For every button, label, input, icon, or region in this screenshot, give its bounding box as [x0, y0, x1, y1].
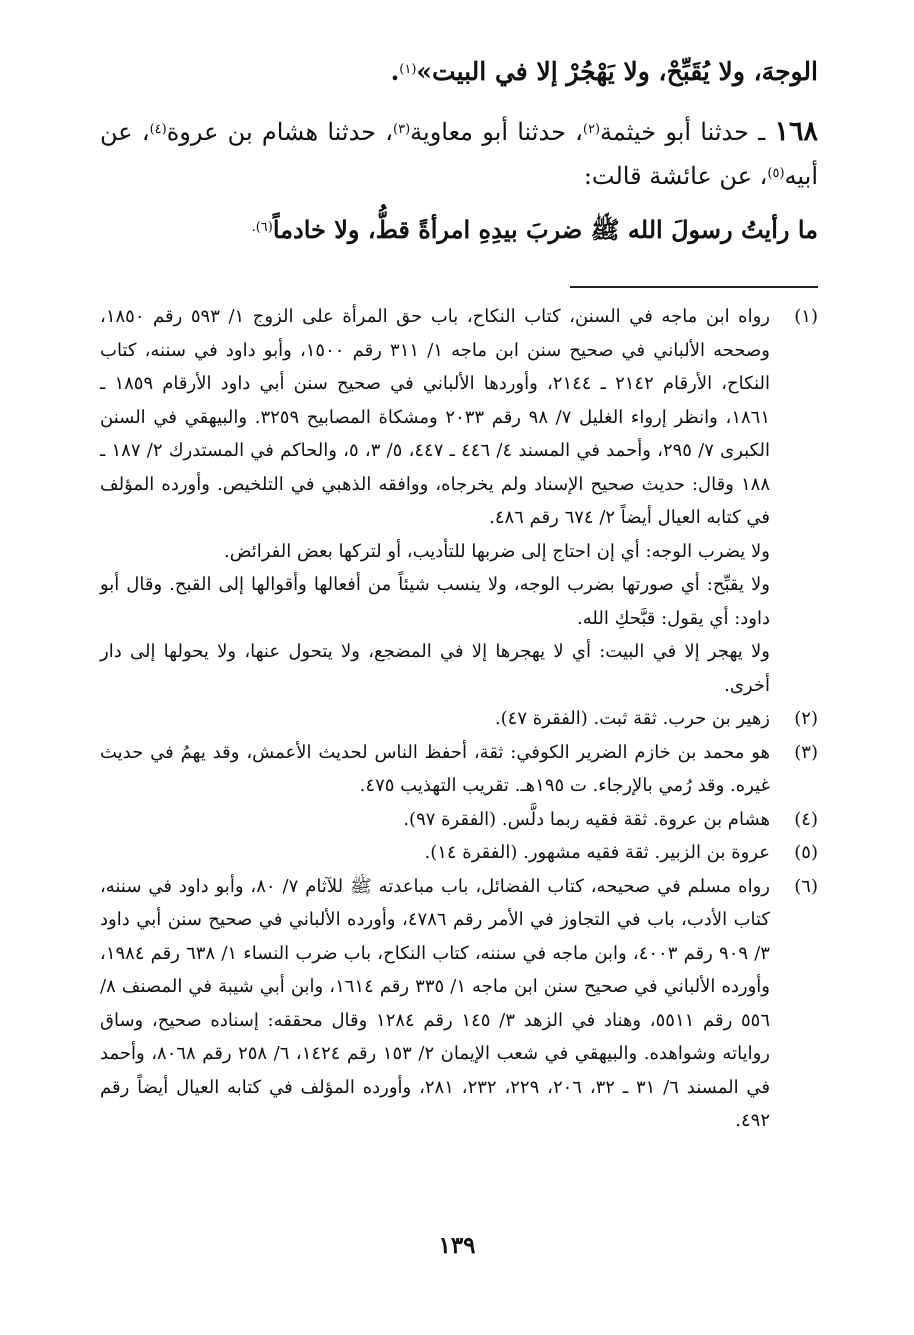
- main-text: [100, 52, 818, 252]
- footnote-ref-6[interactable]: (٦).: [251, 220, 273, 235]
- isnad-part: ـ حدثنا أبو خيثمة: [600, 118, 775, 146]
- footnote-text: رواه ابن ماجه في السنن، كتاب النكاح، باب حق المرأة على الزوج ١/ ٥٩٣ رقم ١٨٥٠، وصححه الألباني في صحيح سنن ابن ماجه ١/ ٣١١ رقم ١٥٠٠، وأبو داود في سننه، كتاب النكاح، الأرقام ٢١٤٢ ـ ٢١٤٤، وأوردها الألباني في صحيح سنن أبي داود الأرقام ١٨٥٩ ـ ١٨٦١، وانظر إرواء الغليل ٧/ ٩٨ رقم ٢٠٣٣ ومشكاة المصابيح ٣٢٥٩. والبيهقي في السنن الكبرى ٧/ ٢٩٥، وأحمد في المسند ٤/ ٤٤٦ ـ ٤٤٧، ٥/ ٣، ٥، والحاكم في المستدرك ٢/ ١٨٧ ـ ١٨٨ وقال: حديث صحيح الإسناد ولم يخرجاه، ووافقه الذهبي في التلخيص. وأورده المؤلف في كتابه العيال أيضاً ٢/ ٦٧٤ رقم ٤٨٦.: [100, 306, 771, 528]
- page-number: ١٣٩: [438, 1232, 476, 1259]
- footnote-1-note-a: [100, 535, 818, 569]
- footnote-number: [770, 635, 818, 702]
- footnote-text: ولا يقبِّح: أي صورتها بضرب الوجه، ولا ينسب شيئاً من أفعالها وأقوالها إلى القبح. وقال أبو داود: أي يقول: قبَّحكِ الله.: [100, 574, 770, 629]
- footnote-4: [100, 803, 818, 837]
- footnote-number: (٤): [794, 808, 818, 830]
- hadith-168: [100, 110, 818, 198]
- hadith-continuation: الوجهَ، ولا يُقَبِّحْ، ولا يَهْجُرْ إلا في البيت»$^{(١)}$.: [390, 57, 818, 86]
- hadith-number: ١٦٨: [774, 116, 818, 147]
- footnote-5: [100, 836, 818, 870]
- footnote-ref-3[interactable]: (٣): [393, 122, 411, 137]
- footnote-number: [770, 535, 818, 569]
- footnotes: [100, 300, 818, 1138]
- footnote-1-note-c: [100, 635, 818, 702]
- footnote-text: هشام بن عروة. ثقة فقيه ربما دلَّس. (الفقرة ٩٧).: [403, 808, 770, 830]
- footnote-text: ولا يهجر إلا في البيت: أي لا يهجرها إلا في المضجع، ولا يتحول عنها، ولا يحولها إلى دار أخرى.: [100, 641, 770, 696]
- footnote-number: (٥): [794, 842, 818, 863]
- footnote-number: (٦): [794, 875, 818, 897]
- footnote-text: هو محمد بن خازم الضرير الكوفي: ثقة، أحفظ الناس لحديث الأعمش، وقد يهمُ في حديث غيره. وقد رُمي بالإرجاء. ت ١٩٥هـ. تقريب التهذيب ٤٧٥.: [100, 741, 770, 796]
- isnad-part: ، حدثنا أبو معاوية: [410, 118, 583, 146]
- isnad-part: ، حدثنا هشام بن عروة: [166, 118, 393, 146]
- footnote-1: [100, 300, 818, 535]
- footnote-ref-4[interactable]: (٤): [149, 122, 167, 137]
- footnote-text: ولا يضرب الوجه: أي إن احتاج إلى ضربها للتأديب، أو لتركها بعض الفرائض.: [223, 540, 770, 562]
- footnote-text: رواه مسلم في صحيحه، كتاب الفضائل، باب مباعدته ﷺ للآثام ٧/ ٨٠، وأبو داود في سننه، كتاب الأدب، باب في التجاوز في الأمر رقم ٤٧٨٦، وأورده الألباني في صحيح سنن أبي داود ٣/ ٩٠٩ رقم ٤٠٠٣، وابن ماجه في سننه، كتاب النكاح، باب ضرب النساء ١/ ٦٣٨ رقم ١٩٨٤، وأورده الألباني في صحيح سنن ابن ماجه ١/ ٣٣٥ رقم ١٦١٤، وابن أبي شيبة في المصنف ٨/ ٥٥٦ رقم ٥٥١١، وهناد في الزهد ٣/ ١٤٥ رقم ١٢٨٤ وقال محققه: إسناده صحيح، وساق رواياته وشواهده. والبيهقي في شعب الإيمان ٢/ ١٥٣ رقم ١٤٢٤، ٦/ ٢٥٨ رقم ٨٠٦٨، وأحمد في المسند ٦/ ٣١ ـ ٣٢، ٢٠٦، ٢٢٩، ٢٣٢، ٢٨١، وأورده المؤلف في كتابه العيال أيضاً رقم ٤٩٢.: [100, 875, 771, 1131]
- footnote-number: (٣): [794, 741, 818, 763]
- footnote-ref-1[interactable]: (١): [399, 62, 417, 77]
- hadith-matn: [100, 208, 818, 252]
- footnote-number: (١): [794, 306, 818, 327]
- footnote-ref-5[interactable]: (٥): [767, 166, 785, 181]
- footnote-text: عروة بن الزبير. ثقة فقيه مشهور. (الفقرة ١٤).: [424, 842, 770, 863]
- footnote-2: [100, 702, 818, 736]
- footnote-separator: [570, 286, 818, 288]
- footnote-number: [770, 568, 818, 635]
- page-content: [100, 52, 818, 1138]
- hadith-matn-text: ما رأيتُ رسولَ الله ﷺ ضربَ بيدِهِ امرأةً قطُّ، ولا خادماً: [272, 215, 818, 244]
- footnote-1-note-b: [100, 568, 818, 635]
- footnote-text: زهير بن حرب. ثقة ثبت. (الفقرة ٤٧).: [494, 708, 770, 729]
- footnote-ref-2[interactable]: (٢): [582, 122, 601, 137]
- footnote-3: [100, 736, 818, 803]
- hadith-continuation-text: الوجهَ، ولا يُقَبِّحْ، ولا يَهْجُرْ إلا في البيت»: [416, 57, 818, 86]
- isnad-part: ، عن أبيه: [100, 118, 818, 190]
- isnad-part: ، عن عائشة قالت:: [583, 162, 768, 190]
- footnote-6: [100, 870, 818, 1138]
- footnote-number: (٢): [794, 708, 818, 729]
